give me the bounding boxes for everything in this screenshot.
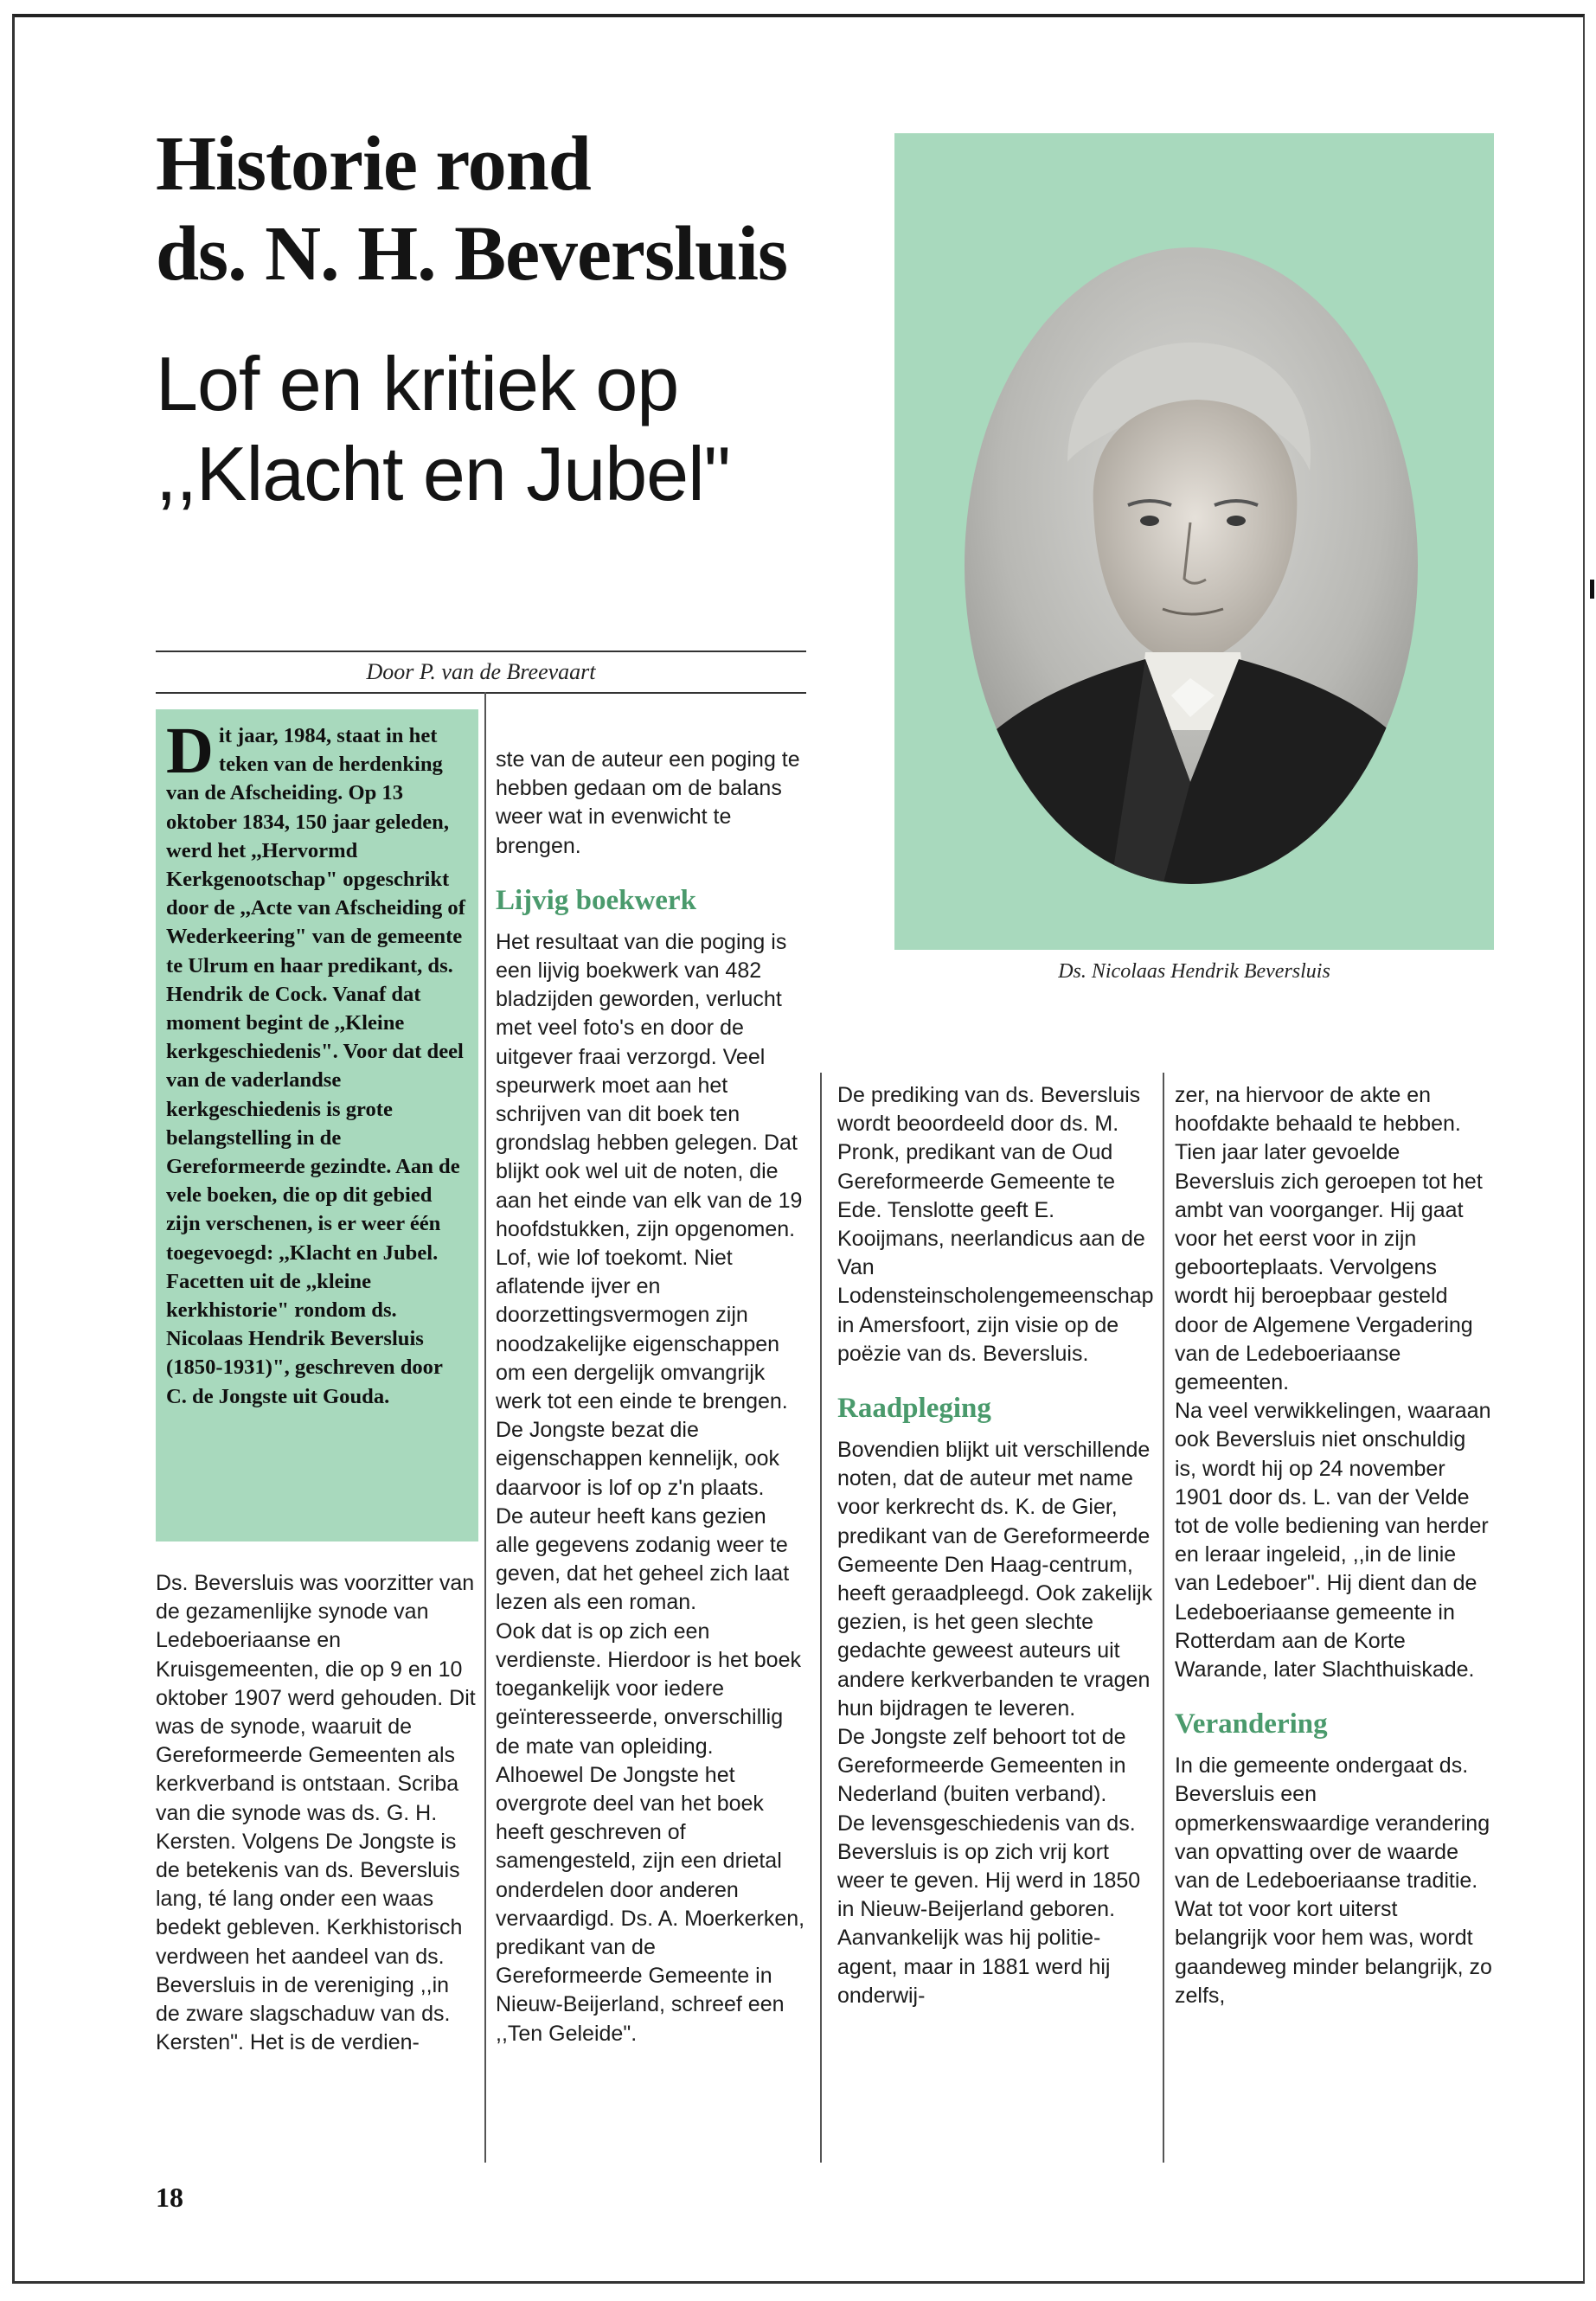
paragraph: Na veel verwikkelingen, waaraan ook Beversluis niet onschuldig is, wordt hij op 24 november 1901 door ds. L. van der Velde tot de volle bediening van herder en leraar ingeleid, ,,in de linie van Ledeboer". Hij dient dan de Ledeboeriaanse gemeente in Rotterdam aan de Korte Warande, later Slachthuiskade. bbox=[1175, 1399, 1491, 1682]
scan-edge-mark bbox=[1590, 580, 1594, 599]
column-2 bbox=[496, 746, 805, 2048]
paragraph: De prediking van ds. Beversluis wordt beoordeeld door ds. M. Pronk, predikant van de Oud Gereformeerde Gemeente te Ede. Tenslotte geeft E. Kooijmans, neerlandicus aan de Van Lodensteinscholengemeenschap in Amersfoort, zijn visie op de poëzie van ds. Beversluis. bbox=[837, 1083, 1154, 1366]
title-line-1: Historie rond bbox=[156, 121, 591, 207]
section-heading-lijvig-boekwerk: Lijvig boekwerk bbox=[496, 884, 696, 916]
subtitle-line-1: Lof en kritiek op bbox=[156, 341, 679, 426]
title-line-2: ds. N. H. Beversluis bbox=[156, 211, 788, 297]
portrait-photo bbox=[964, 246, 1420, 886]
subtitle-line-2: ,,Klacht en Jubel" bbox=[156, 431, 730, 516]
paragraph: De auteur heeft kans gezien alle gegevens zodanig weer te geven, dat het geheel zich laat lezen als een roman. bbox=[496, 1503, 790, 1615]
byline: Door P. van de Breevaart bbox=[366, 659, 596, 684]
paragraph: De Jongste zelf behoort tot de Gereformeerde Gemeenten in Nederland (buiten verband). bbox=[837, 1725, 1126, 1807]
paragraph: Ds. Beversluis was voorzitter van de gezamenlijke synode van Ledeboeriaanse en Kruisgemeenten, die op 9 en 10 oktober 1907 werd gehouden. Dit was de synode, waaruit de Gereformeerde Gemeenten als kerkverband is ontstaan. Scriba van die synode was ds. G. H. Kersten. Volgens De Jongste is de betekenis van ds. Beversluis lang, té lang onder een waas bedekt gebleven. Kerkhistorisch verdween het aandeel van ds. Beversluis in de vereniging ,,in de zware slagschaduw van ds. Kersten". Het is de verdien- bbox=[156, 1571, 476, 2055]
intro-text: it jaar, 1984, staat in het teken van de herdenking van de Afscheiding. Op 13 oktober 1834, 150 jaar geleden, werd het ,,Hervormd Kerkgenootschap" opgeschrikt door de ,,Acte van Afscheiding of Wederkeering" van de gemeente te Ulrum en haar predikant, ds. Hendrik de Cock. Vanaf dat moment begint de ,,Kleine kerkgeschiedenis". Voor dat deel van de vaderlandse kerkgeschiedenis is grote belangstelling in de Gereformeerde gezindte. Aan de vele boeken, die op dit gebied zijn verschenen, is er weer één toegevoegd: ,,Klacht en Jubel. Facetten uit de ,,kleine kerkhistorie" rondom ds. Nicolaas Hendrik Beversluis (1850-1931)", geschreven door C. de Jongste uit Gouda. bbox=[166, 724, 465, 1408]
paragraph: ste van de auteur een poging te hebben gedaan om de balans weer wat in evenwicht te brengen. bbox=[496, 747, 800, 858]
column-3 bbox=[837, 1081, 1154, 2010]
paragraph: Alhoewel De Jongste het overgrote deel van het boek heeft geschreven of samengesteld, zijn een drietal onderdelen door anderen vervaardigd. Ds. A. Moerkerken, predikant van de Gereformeerde Gemeente in Nieuw-Beijerland, schreef een ,,Ten Geleide". bbox=[496, 1762, 805, 2046]
byline-rule-top bbox=[156, 651, 806, 652]
paragraph: Het resultaat van die poging is een lijvig boekwerk van 482 bladzijden geworden, verlucht met veel foto's en door de uitgever fraai verzorgd. Veel speurwerk moet aan het schrijven van dit boek ten grondslag hebben gelegen. Dat blijkt ook wel uit de noten, die aan het einde van elk van de 19 hoofdstukken, zijn opgenomen. Lof, wie lof toekomt. Niet aflatende ijver en doorzettingsvermogen zijn noodzakelijke eigenschappen om een dergelijk omvangrijk werk tot een einde te brengen. De Jongste bezat die eigenschappen kennelijk, ook daarvoor is lof op z'n plaats. bbox=[496, 929, 803, 1500]
column-rule bbox=[820, 1073, 822, 2163]
article-title bbox=[156, 119, 848, 299]
paragraph: Bovendien blijkt uit verschillende noten, dat de auteur met name voor kerkrecht ds. K. de Gier, predikant van de Gereformeerde Gemeente Den Haag-centrum, heeft geraadpleegd. Ook zakelijk gezien, is het geen slechte gedachte geweest auteurs uit andere kerkverbanden te vragen hun bijdragen te leveren. bbox=[837, 1438, 1153, 1721]
section-heading-verandering: Verandering bbox=[1175, 1708, 1328, 1740]
article-subtitle bbox=[156, 339, 900, 519]
byline-rule-bottom bbox=[156, 692, 806, 694]
paragraph: Ook dat is op zich een verdienste. Hierdoor is het boek toegankelijk voor iedere geïnteresseerde, onverschillig de mate van opleiding. bbox=[496, 1618, 801, 1759]
section-heading-raadpleging: Raadpleging bbox=[837, 1393, 991, 1425]
column-4 bbox=[1175, 1081, 1493, 2010]
drop-cap: D bbox=[166, 715, 214, 787]
paragraph: De levensgeschiedenis van ds. Beversluis is op zich vrij kort weer te geven. Hij werd in 1850 in Nieuw-Beijerland geboren. Aanvankelijk was hij politie-agent, maar in 1881 werd hij onderwij- bbox=[837, 1811, 1141, 2008]
photo-caption: Ds. Nicolaas Hendrik Beversluis bbox=[1058, 960, 1330, 983]
page-number: 18 bbox=[156, 2182, 183, 2213]
column-1 bbox=[156, 1569, 478, 2057]
photo-panel bbox=[894, 133, 1494, 950]
column-rule bbox=[1163, 1073, 1164, 2163]
paragraph: In die gemeente ondergaat ds. Beversluis een opmerkenswaardige verandering van opvatting over de waarde van de Ledeboeriaanse traditie. Wat tot voor kort uiterst belangrijk voor hem was, wordt gaandeweg minder belangrijk, zo zelfs, bbox=[1175, 1753, 1492, 2008]
intro-box bbox=[156, 709, 478, 1541]
paragraph: zer, na hiervoor de akte en hoofdakte behaald te hebben. bbox=[1175, 1083, 1461, 1137]
column-rule bbox=[484, 692, 486, 2163]
paragraph: Tien jaar later gevoelde Beversluis zich geroepen tot het ambt van voorganger. Hij gaat voor het eerst voor in zijn geboorteplaats. Vervolgens wordt hij beroepbaar gesteld door de Algemene Vergadering van de Ledeboeriaanse gemeenten. bbox=[1175, 1140, 1483, 1395]
